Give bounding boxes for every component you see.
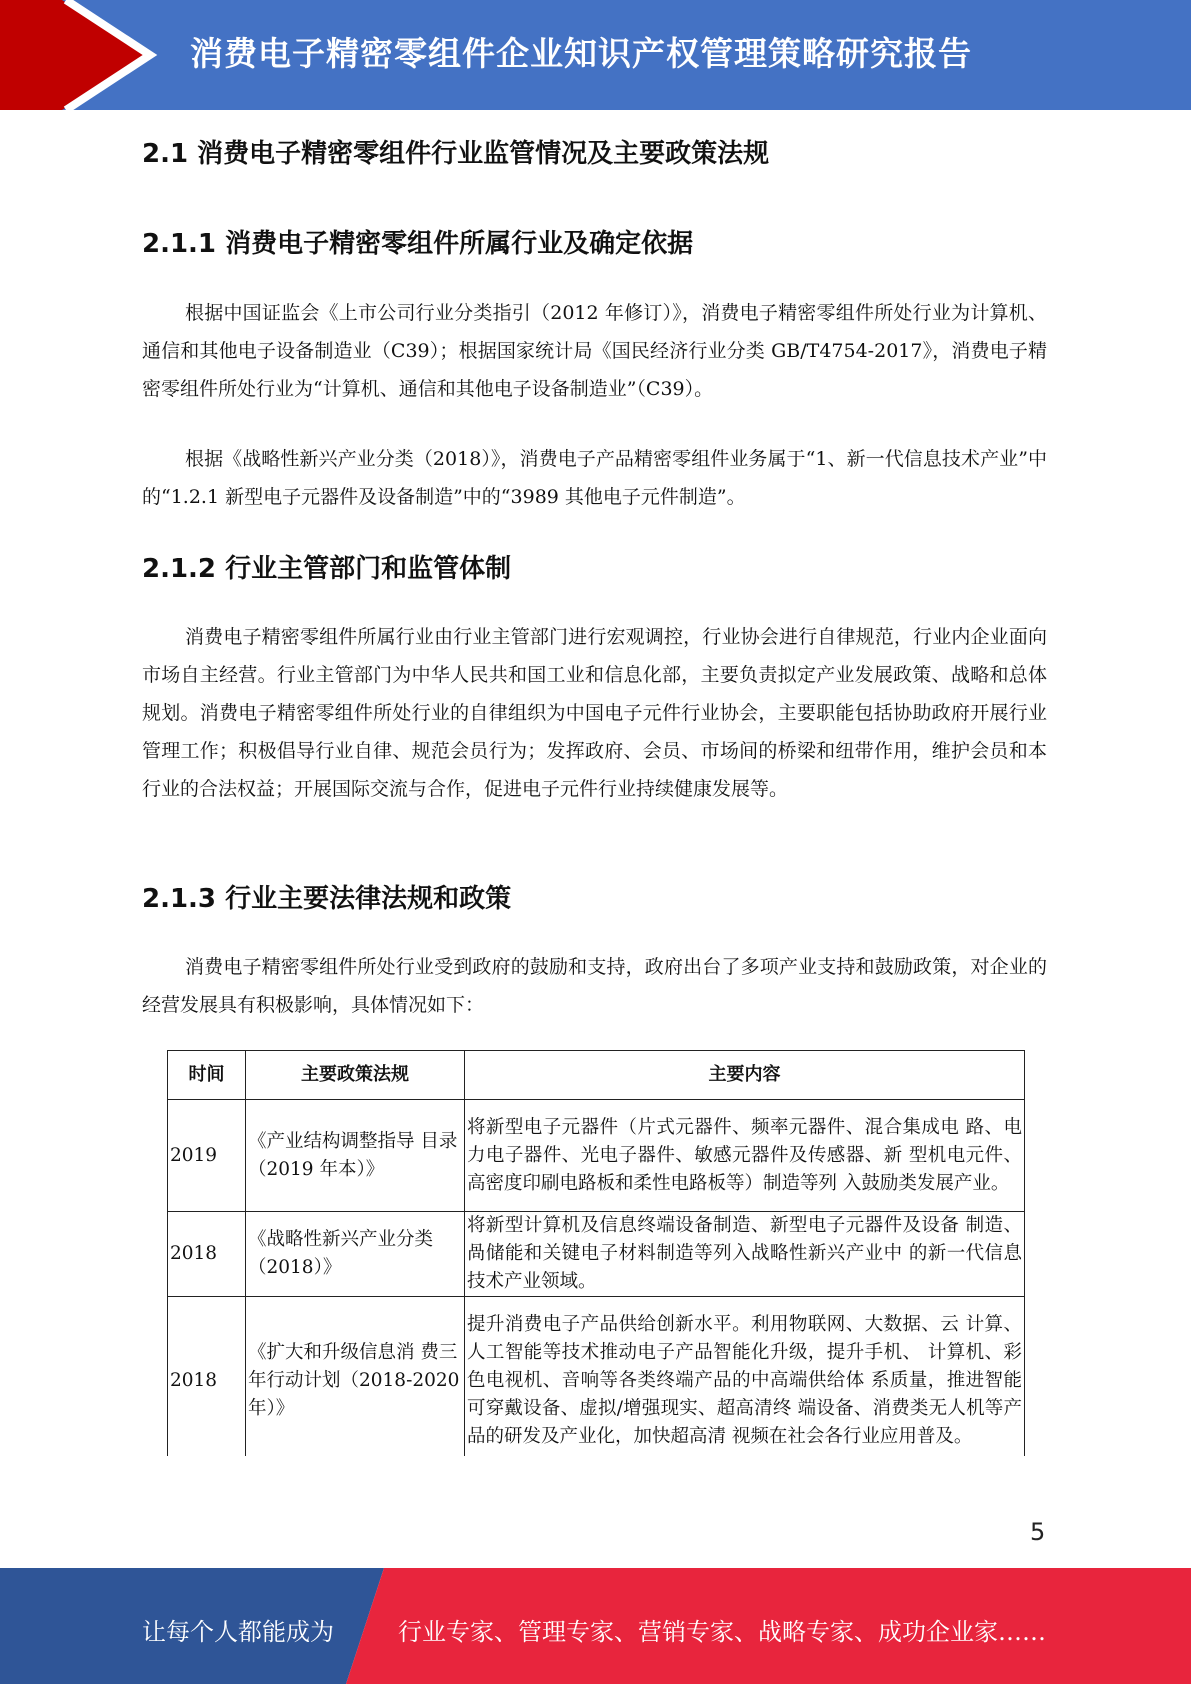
paragraph: 消费电子精密零组件所处行业受到政府的鼓励和支持，政府出台了多项产业支持和鼓励政策，对企业的经营发展具有积极影响，具体情况如下：	[142, 956, 1047, 1016]
subsection-heading-2-1-2: 2.1.2 行业主管部门和监管体制	[142, 554, 512, 584]
table-row	[168, 1297, 1025, 1465]
table-cut-mask	[160, 1456, 1030, 1476]
paragraph: 根据《战略性新兴产业分类（2018）》，消费电子产品精密零组件业务属于“1、新一代信息技术产业”中的“1.2.1 新型电子元器件及设备制造”中的“3989 其他电子元件制造”。	[142, 448, 1047, 508]
table-header-row	[168, 1051, 1025, 1100]
table-row	[168, 1212, 1025, 1297]
cell-year: 2019	[168, 1100, 246, 1212]
paragraph: 消费电子精密零组件所属行业由行业主管部门进行宏观调控，行业协会进行自律规范，行业内企业面向市场自主经营。行业主管部门为中华人民共和国工业和信息化部，主要负责拟定产业发展政策、战略和总体规划。消费电子精密零组件所处行业的自律组织为中国电子元件行业协会，主要职能包括协助政府开展行业管理工作；积极倡导行业自律、规范会员行为；发挥政府、会员、市场间的桥梁和纽带作用，维护会员和本行业的合法权益；开展国际交流与合作，促进电子元件行业持续健康发展等。	[142, 626, 1047, 800]
cell-policy: 《战略性新兴产业分类（2018）》	[246, 1212, 465, 1297]
section-heading: 2.1 消费电子精密零组件行业监管情况及主要政策法规	[142, 139, 770, 169]
cell-policy: 《产业结构调整指导 目录（2019 年本）》	[246, 1100, 465, 1212]
policy-table	[167, 1050, 1025, 1465]
report-header	[0, 0, 1191, 110]
cell-year: 2018	[168, 1212, 246, 1297]
footer-slogan-right: 行业专家、管理专家、营销专家、战略专家、成功企业家……	[398, 1618, 1046, 1646]
column-header-time: 时间	[168, 1051, 246, 1100]
page-footer	[0, 1568, 1191, 1684]
cell-policy: 《扩大和升级信息消 费三年行动计划（2018-2020 年）》	[246, 1297, 465, 1465]
page-number: 5	[1030, 1518, 1046, 1546]
cell-year: 2018	[168, 1297, 246, 1465]
subsection-heading-2-1-1: 2.1.1 消费电子精密零组件所属行业及确定依据	[142, 229, 694, 259]
cell-content: 将新型电子元器件（片式元器件、频率元器件、混合集成电 路、电力电子器件、光电子器件、敏感元器件及传感器、新 型机电元件、高密度印刷电路板和柔性电路板等）制造等列 入鼓励类发展产业。	[465, 1100, 1025, 1212]
cell-content: 提升消费电子产品供给创新水平。利用物联网、大数据、云 计算、人工智能等技术推动电子产品智能化升级，提升手机、 计算机、彩色电视机、音响等各类终端产品的中高端供给体 系质量，推进智能可穿戴设备、虚拟/增强现实、超高清终 端设备、消费类无人机等产品的研发及产业化，加快超高清 视频在社会各行业应用普及。	[465, 1297, 1025, 1465]
subsection-heading-2-1-3: 2.1.3 行业主要法律法规和政策	[142, 884, 512, 914]
report-title: 消费电子精密零组件企业知识产权管理策略研究报告	[190, 34, 972, 73]
cell-content: 将新型计算机及信息终端设备制造、新型电子元器件及设备 制造、咼储能和关键电子材料制造等列入战略性新兴产业中 的新一代信息技术产业领域。	[465, 1212, 1025, 1297]
column-header-policy: 主要政策法规	[246, 1051, 465, 1100]
column-header-content: 主要内容	[465, 1051, 1025, 1100]
paragraph: 根据中国证监会《上市公司行业分类指引（2012 年修订）》，消费电子精密零组件所处行业为计算机、通信和其他电子设备制造业（C39）；根据国家统计局《国民经济行业分类 GB/T4754-2017》，消费电子精密零组件所处行业为“计算机、通信和其他电子设备制造业”（C39）。	[142, 302, 1047, 400]
footer-slogan-left: 让每个人都能成为	[142, 1618, 334, 1646]
table-row	[168, 1100, 1025, 1212]
